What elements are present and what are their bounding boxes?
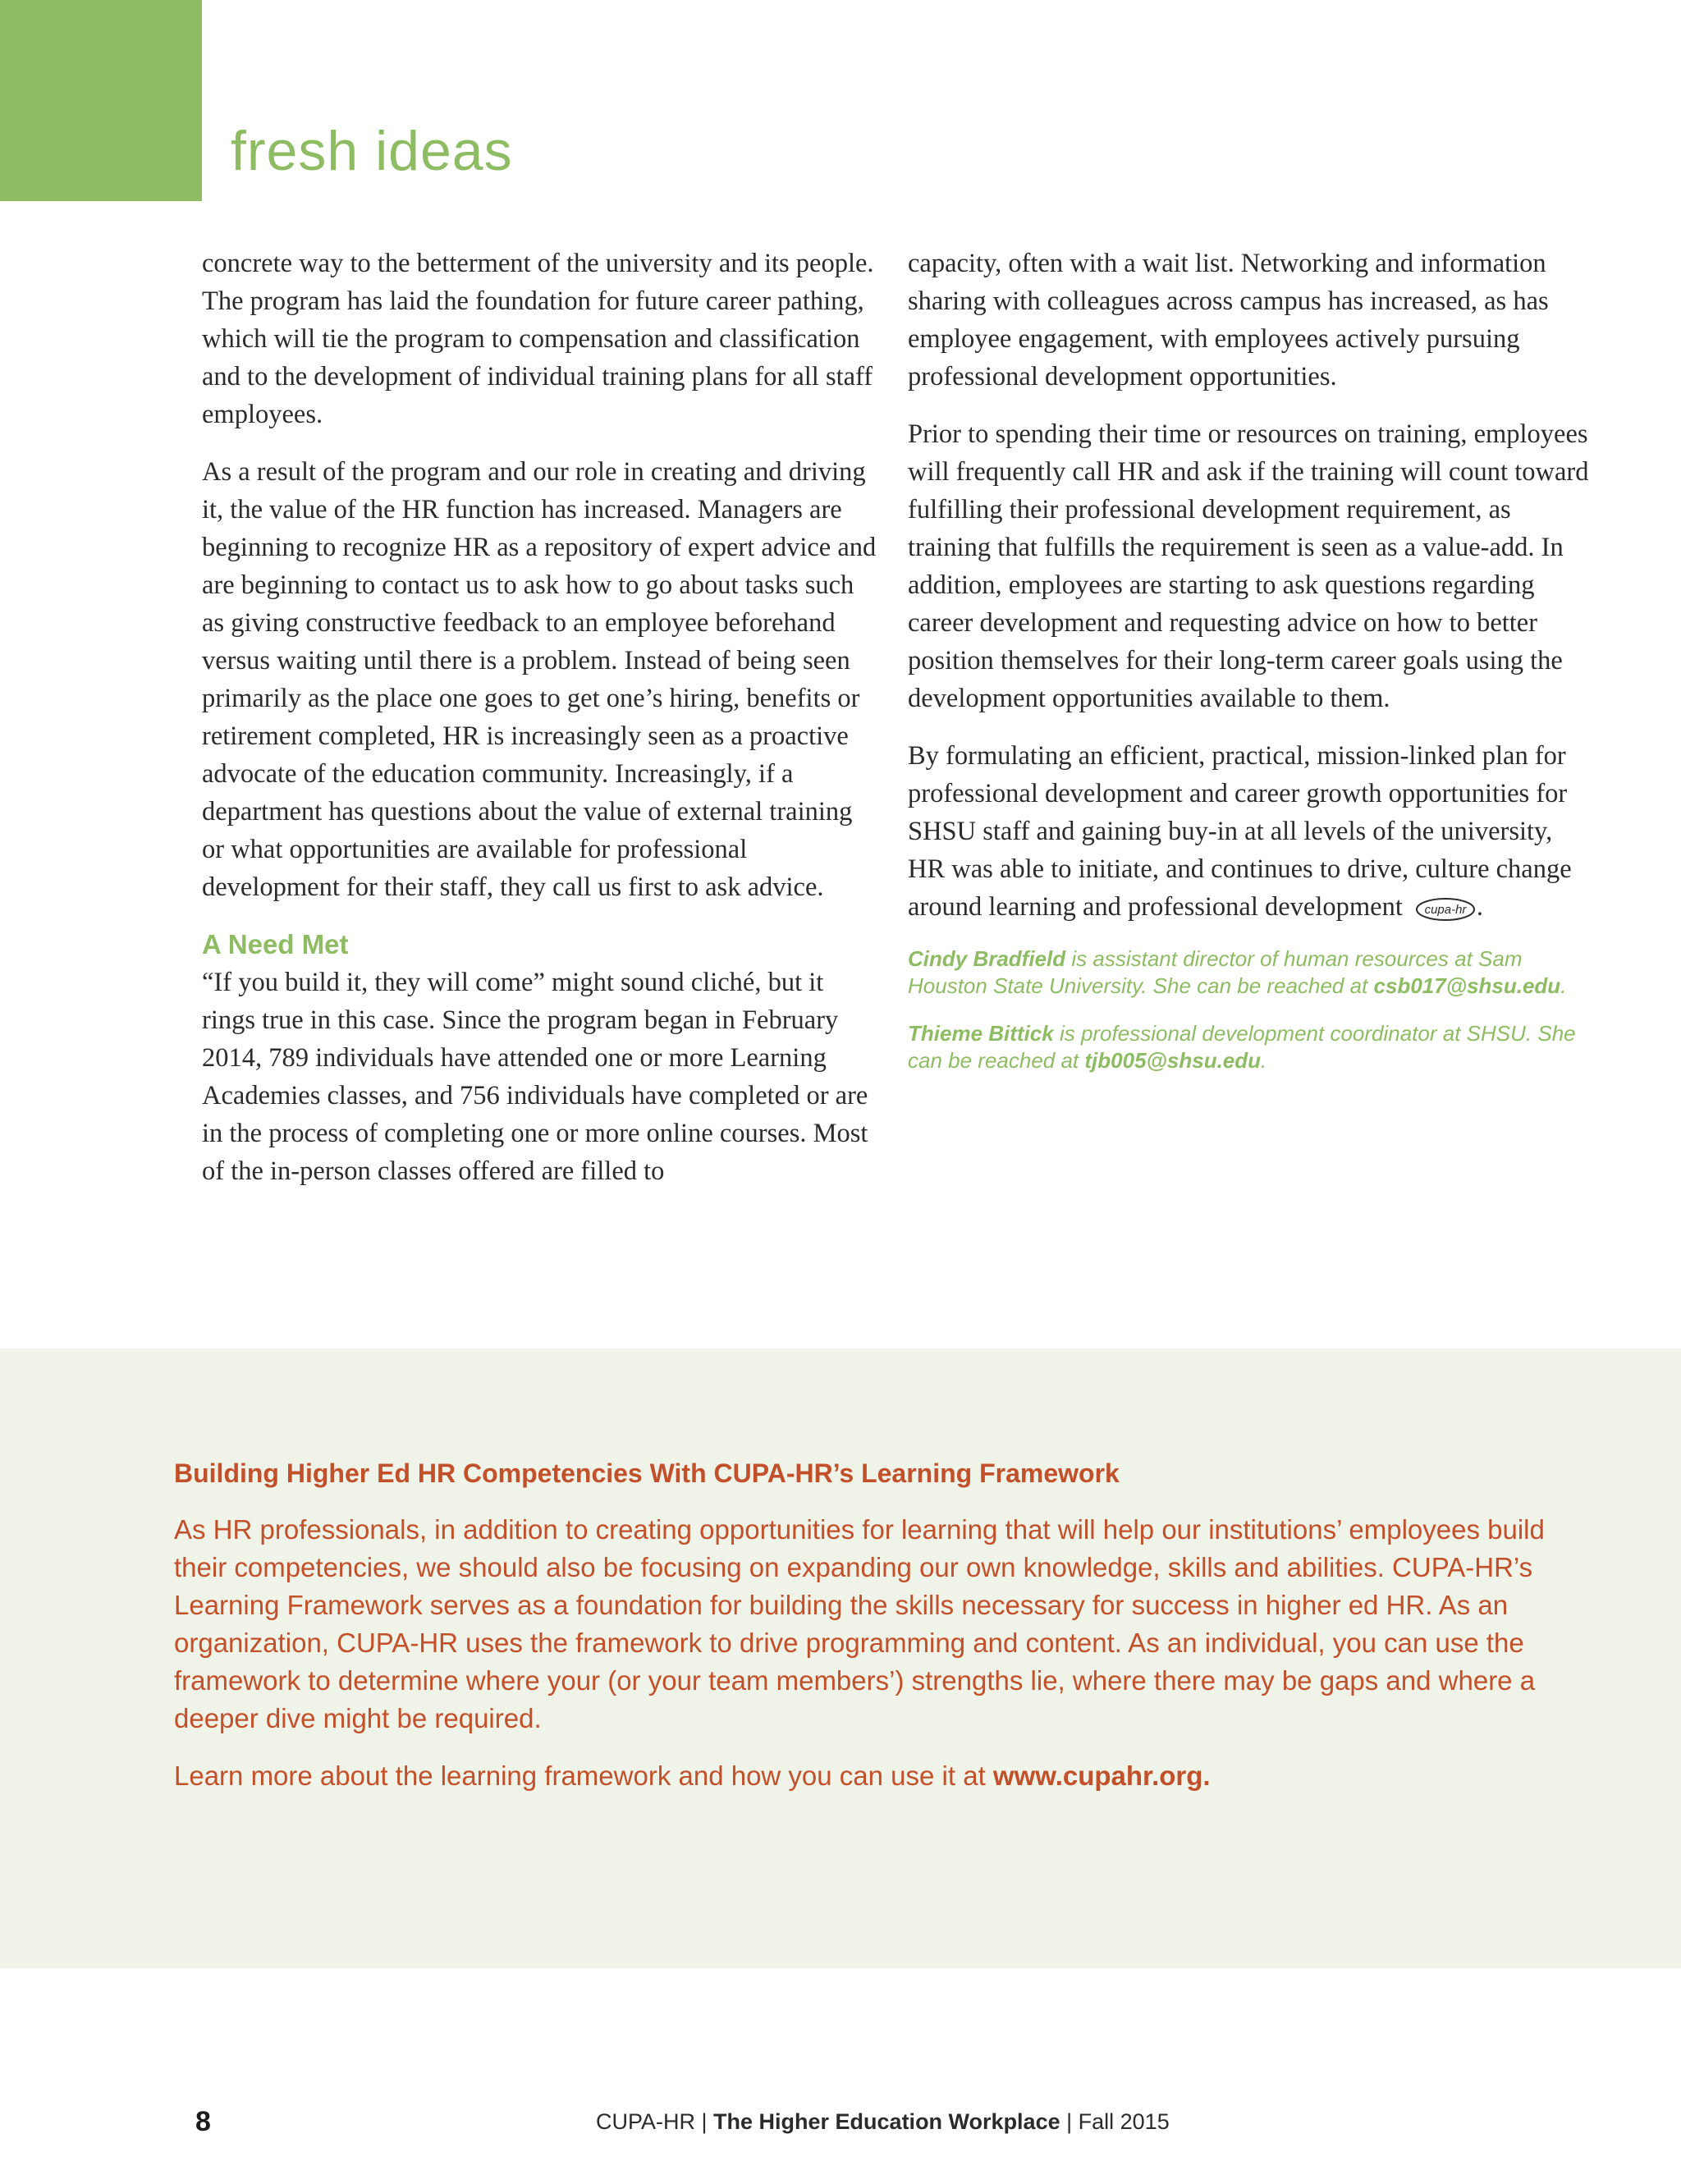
author-bio-end: . <box>1261 1048 1267 1073</box>
sidebar-body: As HR professionals, in addition to creating opportunities for learning that will help our institutions’ employees build their competencies, we should also be focusing on expanding our own knowledge, skills and abilities. CUPA-HR’s Learning Framework serves as a foundation for building the skills necessary for success in higher ed HR. As an organization, CUPA-HR uses the framework to drive programming and content. As an individual, you can use the framework to determine where your (or your team members’) strengths lie, where there may be gaps and where a deeper dive might be required. <box>174 1514 1545 1733</box>
author-bio-text: is professional development coordinator at SHSU. She can be reached at <box>908 1021 1576 1073</box>
article-paragraph: Prior to spending their time or resources on training, employees will frequently call HR and ask if the training will count toward fulfilling their professional development requirement, as training that fulfills the requirement is seen as a value-add. In addition, employees are starting to ask questions regarding career development and requesting advice on how to better position themselves for their long-term career goals using the development opportunities available to them. <box>908 419 1589 713</box>
author-name: Thieme Bittick <box>908 1021 1054 1046</box>
author-email[interactable]: csb017@shsu.edu <box>1373 973 1561 998</box>
author-name: Cindy Bradfield <box>908 946 1066 971</box>
page-number: 8 <box>195 2106 211 2137</box>
article-paragraph: As a result of the program and our role in creating and driving it, the value of the HR function has increased. Managers are beginning to recognize HR as a repository of expert advice and are beginning to contact us to ask how to go about tasks such as giving constructive feedback to an employee beforehand versus waiting until there is a problem. Instead of being seen primarily as the place one goes to get one’s hiring, benefits or retirement completed, HR is increasingly seen as a proactive advocate of the education community. Increasingly, if a department has questions about the value of external training or what opportunities are available for professional development for their staff, they call us first to ask advice. <box>202 457 877 902</box>
cupa-hr-end-mark-icon <box>1414 896 1477 923</box>
article-paragraph: capacity, often with a wait list. Networking and information sharing with colleagues across campus has increased, as has employee engagement, with employees actively pursuing professional development opportunities. <box>908 249 1549 391</box>
author-bio-end: . <box>1560 973 1567 998</box>
sidebar-box <box>0 1348 1681 1968</box>
cupa-hr-logo-text: cupa-hr <box>1424 902 1467 917</box>
author-email[interactable]: tjb005@shsu.edu <box>1084 1048 1262 1073</box>
section-title: fresh ideas <box>231 120 513 182</box>
footer-publisher: CUPA-HR <box>596 2109 695 2134</box>
sidebar-content <box>174 1455 1586 1795</box>
author-bio <box>908 1020 1589 1074</box>
article-subhead: A Need Met <box>202 929 349 959</box>
article-end-period: . <box>1476 892 1483 922</box>
page-footer <box>596 2111 1170 2133</box>
author-bio-text: is assistant director of human resources at Sam Houston State University. She can be reached at <box>908 946 1523 998</box>
footer-issue: Fall 2015 <box>1078 2109 1170 2134</box>
sidebar-title: Building Higher Ed HR Competencies With CUPA-HR’s Learning Framework <box>174 1458 1120 1488</box>
article-paragraph-text: By formulating an efficient, practical, mission-linked plan for professional development and career growth opportunities for SHSU staff and gaining buy-in at all levels of the university, HR was able to initiate, and continues to drive, culture change around learning and professional development <box>908 741 1572 922</box>
article-left-column <box>202 245 877 1190</box>
section-color-tab <box>0 0 202 201</box>
footer-separator: | <box>1060 2109 1079 2134</box>
sidebar-cta <box>174 1757 1586 1795</box>
article-paragraph-final <box>908 737 1589 926</box>
article-paragraph: “If you build it, they will come” might sound cliché, but it rings true in this case. Since the program began in February 2014, 789 individuals have attended one or more Learning Academies classes, and 756 individuals have completed or are in the process of completing one or more online courses. Most of the in-person classes offered are filled to <box>202 968 868 1186</box>
article-paragraph: concrete way to the betterment of the university and its people. The program has laid the foundation for future career pathing, which will tie the program to compensation and classification and to the development of individual training plans for all staff employees. <box>202 249 874 429</box>
sidebar-cta-text: Learn more about the learning framework and how you can use it at <box>174 1760 993 1791</box>
sidebar-cta-link[interactable]: www.cupahr.org. <box>992 1760 1211 1791</box>
author-bio <box>908 945 1589 1000</box>
footer-separator: | <box>695 2109 714 2134</box>
article-right-column <box>908 245 1589 1095</box>
footer-publication: The Higher Education Workplace <box>713 2109 1060 2134</box>
